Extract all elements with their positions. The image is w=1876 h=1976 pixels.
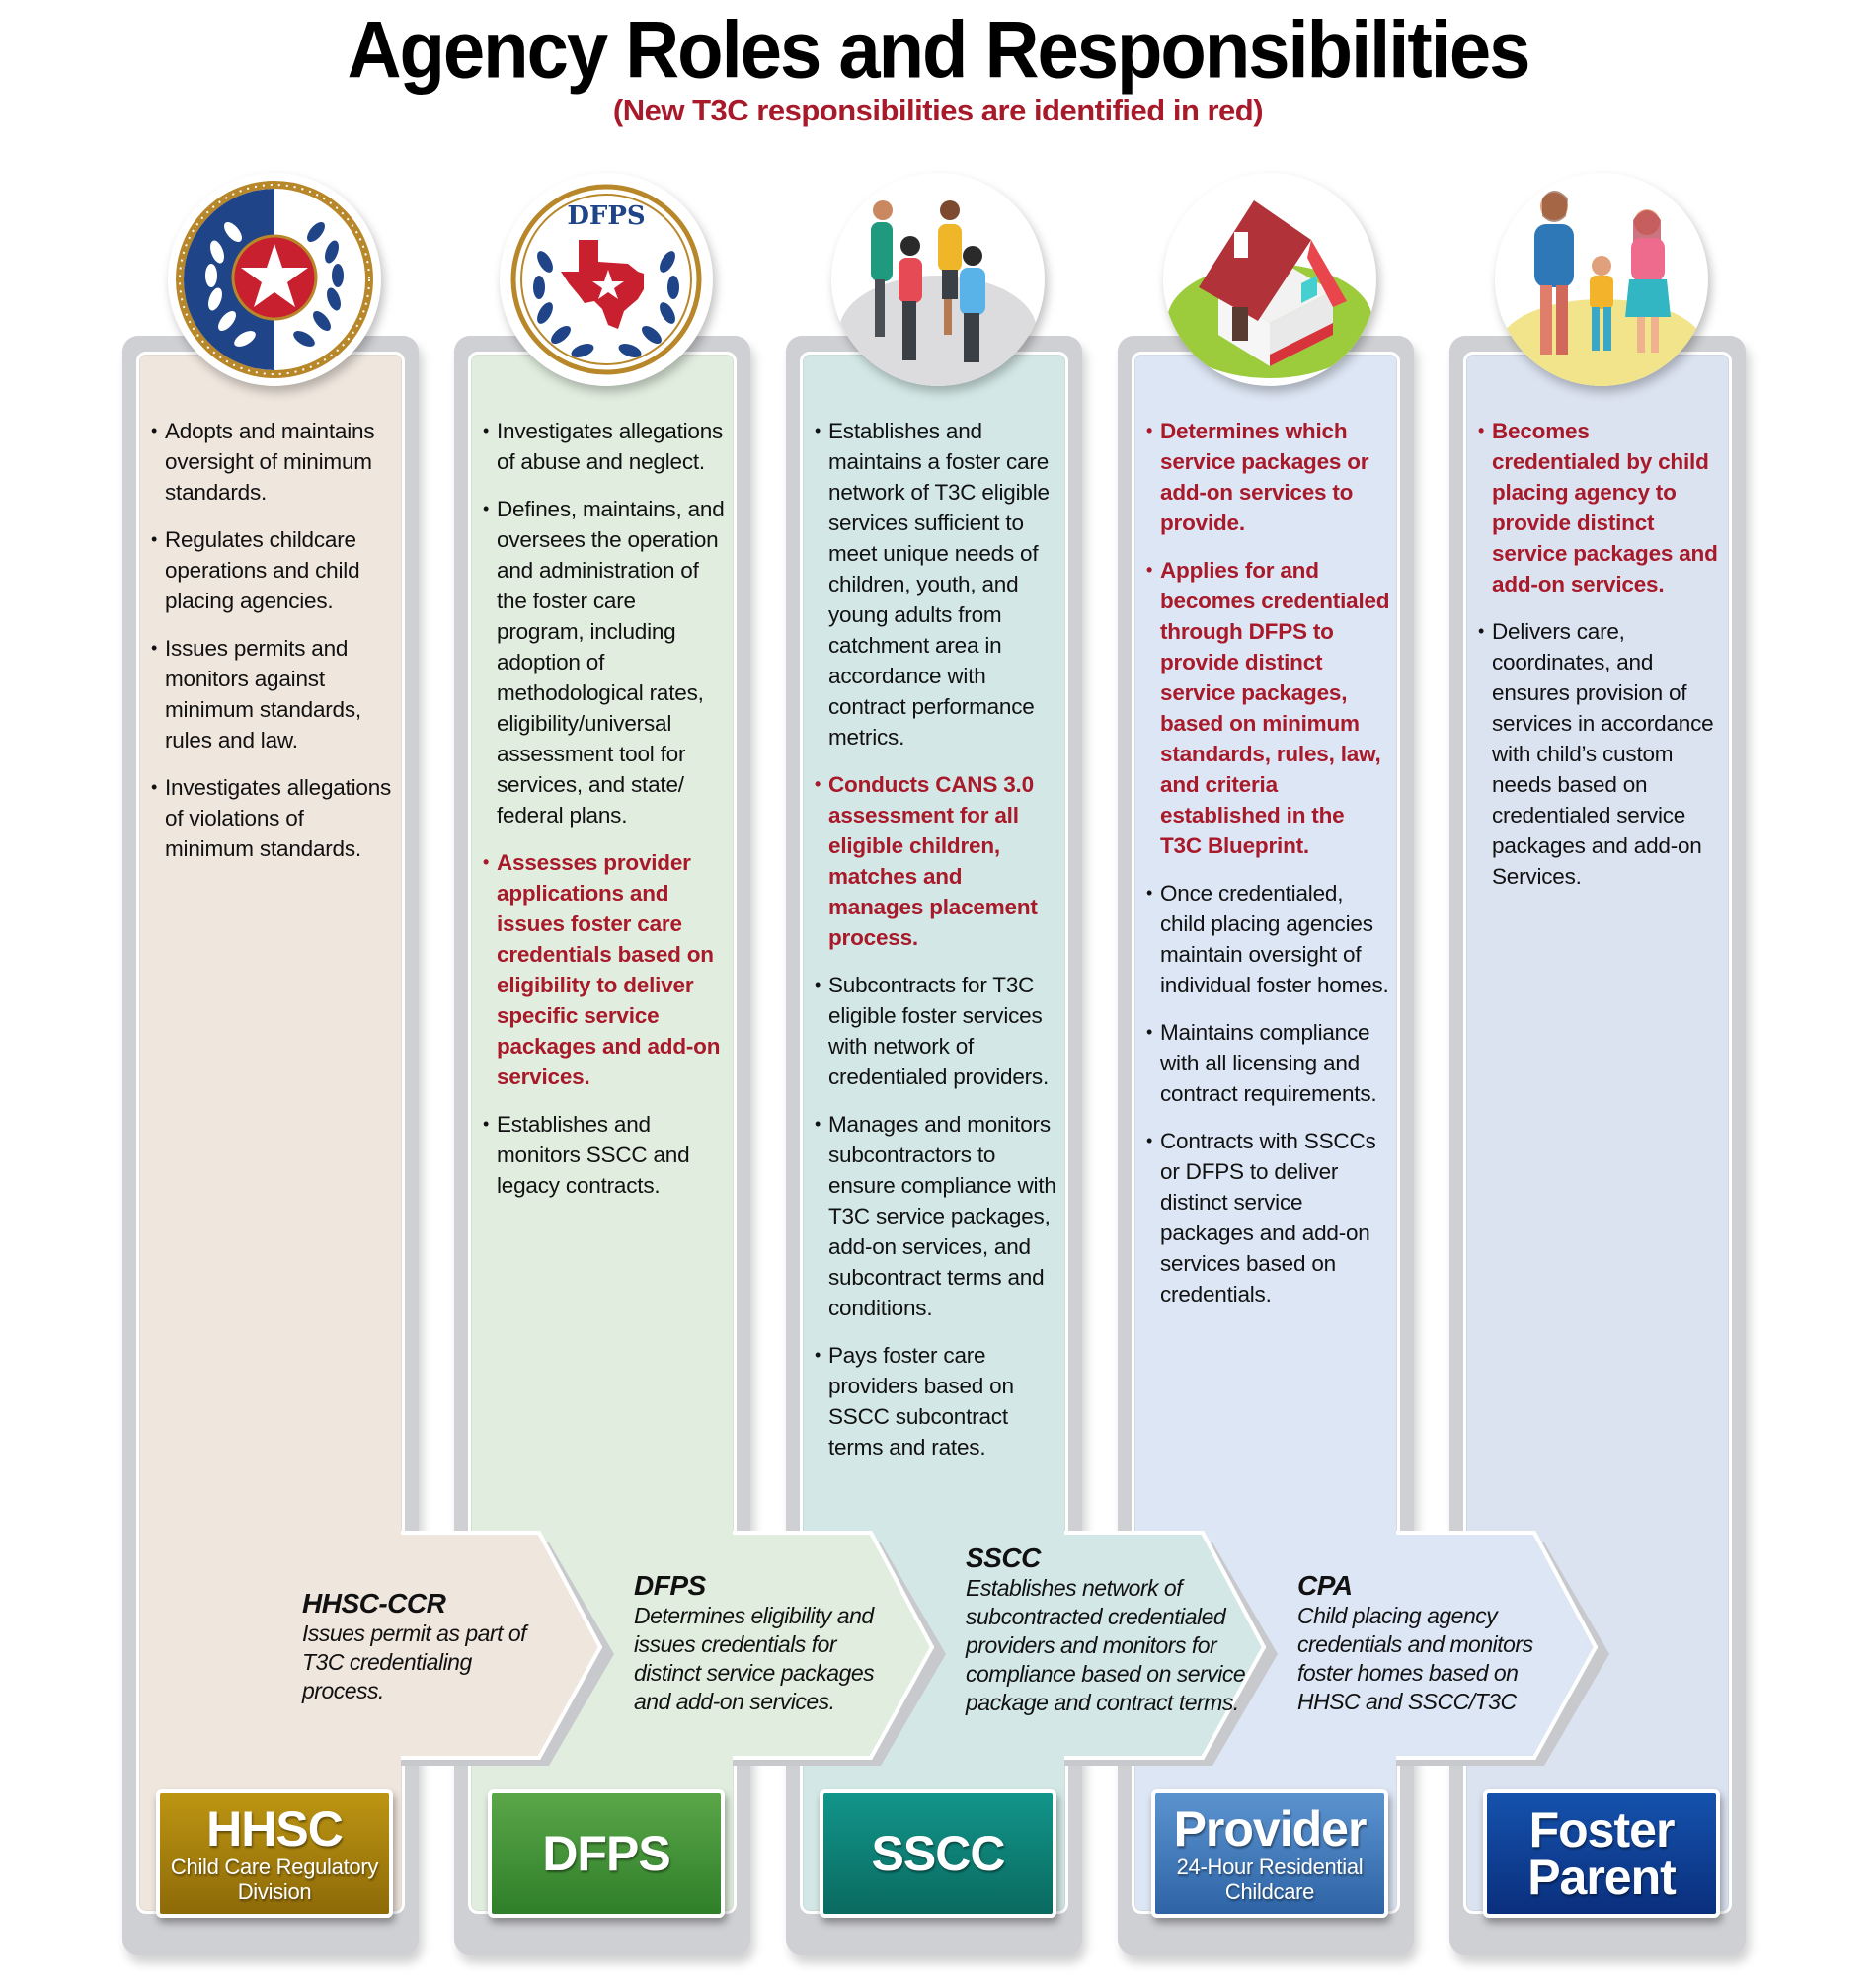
list-item: • Establishes and maintains a foster care network of T3C eligible services sufficient to meet unique needs of children, youth, and young adults from catchment area in accordance with contract performance metrics.	[815, 416, 1059, 752]
flow-step-text: Determines eligibility and issues credentials for distinct service packages and add-on services.	[634, 1603, 875, 1714]
badge-title: SSCC	[871, 1826, 1005, 1881]
provider-responsibilities	[1146, 416, 1391, 1326]
dfps-responsibilities	[483, 416, 728, 1218]
family-icon	[1495, 173, 1708, 386]
badge-hhsc	[156, 1789, 393, 1918]
list-item: • Establishes and monitors SSCC and legacy contracts.	[483, 1109, 728, 1201]
badge-foster-parent	[1483, 1789, 1720, 1918]
list-item: • Pays foster care providers based on SSCC subcontract terms and rates.	[815, 1340, 1059, 1462]
list-item-new-t3c: • Conducts CANS 3.0 assessment for all eligible children, matches and manages placement process.	[815, 769, 1059, 953]
hhsc-responsibilities	[151, 416, 396, 881]
flow-step-heading: CPA	[1297, 1570, 1353, 1601]
badge-provider	[1151, 1789, 1388, 1918]
flow-step-cpa	[1297, 1570, 1564, 1716]
badge-subtitle: Child Care Regulatory Division	[170, 1855, 379, 1904]
badge-subtitle: 24-Hour Residential Childcare	[1176, 1855, 1364, 1904]
flow-step-text: Issues permit as part of T3C credentialing process.	[302, 1620, 527, 1703]
list-item: • Subcontracts for T3C eligible foster services with network of credentialed providers.	[815, 970, 1059, 1092]
badge-title: Foster Parent	[1527, 1802, 1676, 1905]
flow-step-heading: HHSC-CCR	[302, 1588, 446, 1619]
list-item-new-t3c: • Determines which service packages or add-on services to provide.	[1146, 416, 1391, 538]
sscc-responsibilities	[815, 416, 1059, 1479]
page-subtitle: (New T3C responsibilities are identified in red)	[612, 93, 1264, 127]
page-title: Agency Roles and Responsibilities	[347, 5, 1529, 96]
list-item: • Investigates allegations of abuse and neglect.	[483, 416, 728, 477]
list-item-new-t3c: • Becomes credentialed by child placing agency to provide distinct service packages and add-on services.	[1478, 416, 1723, 599]
texas-hhs-seal-icon	[168, 173, 381, 386]
flow-step-dfps	[634, 1570, 900, 1716]
badge-sscc	[820, 1789, 1056, 1918]
column-hhsc	[122, 336, 419, 1955]
dfps-seal-icon	[500, 173, 713, 386]
list-item: • Once credentialed, child placing agencies maintain oversight of individual foster homes.	[1146, 878, 1391, 1000]
list-item: • Maintains compliance with all licensing and contract requirements.	[1146, 1017, 1391, 1109]
list-item-new-t3c: • Applies for and becomes credentialed through DFPS to provide distinct service packages, based on minimum standards, rules, law, and criteria established in the T3C Blueprint.	[1146, 555, 1391, 861]
list-item: • Manages and monitors subcontractors to ensure compliance with T3C service packages, add-on services, and subcontract terms and conditions.	[815, 1109, 1059, 1323]
list-item: • Contracts with SSCCs or DFPS to deliver distinct service packages and add-on services based on credentials.	[1146, 1126, 1391, 1309]
svg-text:DFPS: DFPS	[567, 201, 646, 231]
list-item: • Adopts and maintains oversight of minimum standards.	[151, 416, 396, 508]
list-item-new-t3c: • Assesses provider applications and issues foster care credentials based on eligibility to deliver specific service packages and add-on services.	[483, 847, 728, 1092]
flow-step-heading: DFPS	[634, 1570, 706, 1601]
list-item: • Delivers care, coordinates, and ensures provision of services in accordance with child’s custom needs based on credentialed service packages and add-on Services.	[1478, 616, 1723, 892]
badge-title: DFPS	[542, 1826, 670, 1881]
badge-title: Provider	[1173, 1801, 1367, 1857]
list-item: • Issues permits and monitors against minimum standards, rules and law.	[151, 633, 396, 755]
flow-step-sscc	[966, 1542, 1252, 1717]
flow-step-text: Child placing agency credentials and monitors foster homes based on HHSC and SSCC/T3C	[1297, 1603, 1533, 1714]
list-item: • Regulates childcare operations and child placing agencies.	[151, 524, 396, 616]
badge-dfps	[488, 1789, 725, 1918]
flow-step-text: Establishes network of subcontracted credentialed providers and monitors for compliance based on service package and contract terms.	[966, 1575, 1246, 1715]
badge-title: HHSC	[206, 1801, 343, 1857]
team-handshake-icon	[831, 173, 1045, 386]
house-icon	[1163, 173, 1376, 386]
flow-step-hhsc-ccr	[302, 1588, 529, 1705]
flow-step-heading: SSCC	[966, 1542, 1041, 1573]
list-item: • Investigates allegations of violations of minimum standards.	[151, 772, 396, 864]
list-item: • Defines, maintains, and oversees the operation and administration of the foster care program, including adoption of methodological rates, eligibility/universal assessment tool for services, and state/ federal plans.	[483, 494, 728, 830]
foster-responsibilities	[1478, 416, 1723, 909]
